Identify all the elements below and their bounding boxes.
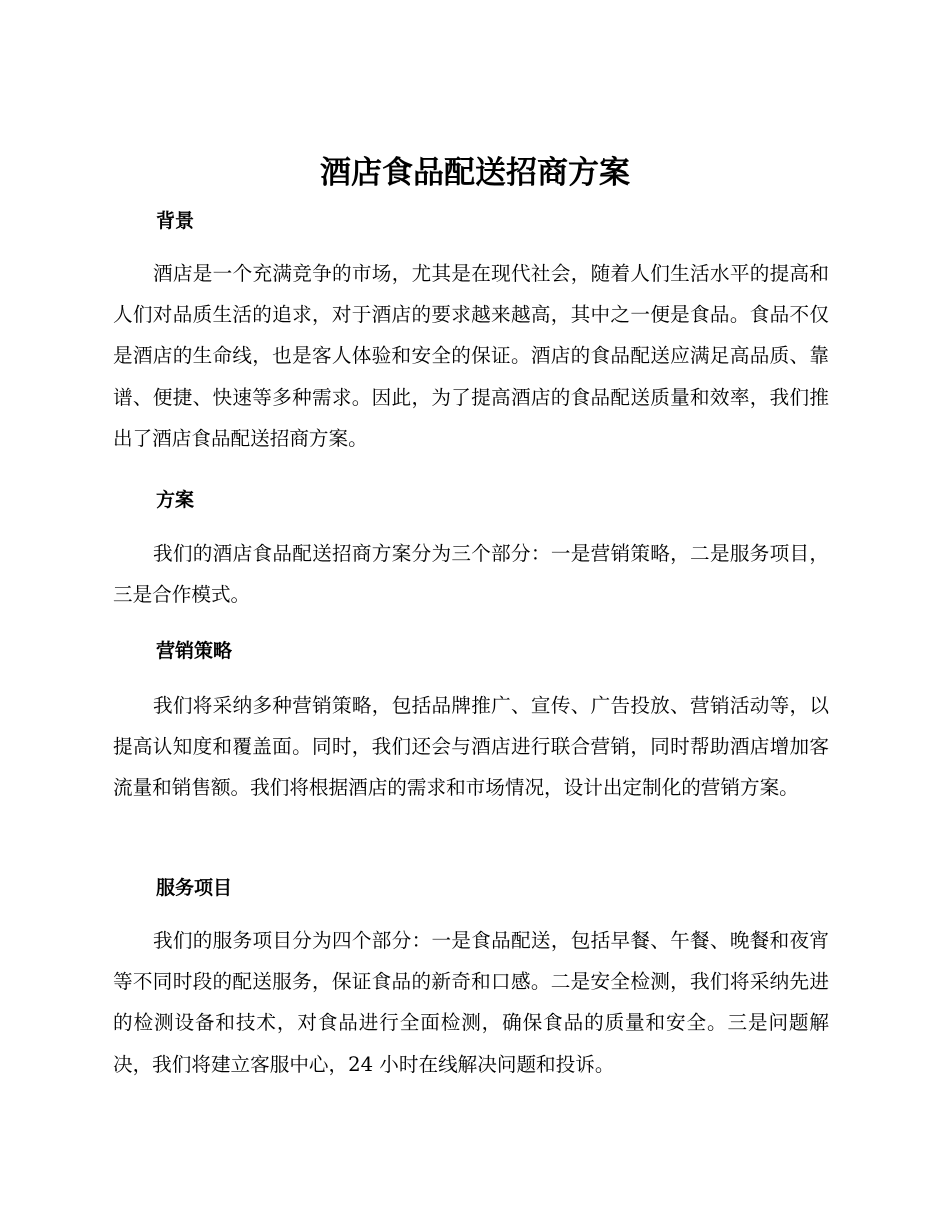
section-heading-services: 服务项目 bbox=[156, 877, 233, 899]
section-heading-marketing: 营销策略 bbox=[156, 640, 233, 662]
section-paragraph-plan: 我们的酒店食品配送招商方案分为三个部分：一是营销策略，二是服务项目，三是合作模式。 bbox=[113, 542, 829, 607]
section-heading-plan: 方案 bbox=[156, 489, 195, 511]
section-heading-background: 背景 bbox=[156, 210, 195, 232]
section-paragraph-marketing: 我们将采纳多种营销策略，包括品牌推广、宣传、广告投放、营销活动等，以提高认知度和覆盖面。同时，我们还会与酒店进行联合营销，同时帮助酒店增加客流量和销售额。我们将根据酒店的需求和市场情况，设计出定制化的营销方案。 bbox=[113, 694, 829, 800]
section-paragraph-services: 我们的服务项目分为四个部分：一是食品配送，包括早餐、午餐、晚餐和夜宵等不同时段的配送服务，保证食品的新奇和口感。二是安全检测，我们将采纳先进的检测设备和技术，对食品进行全面检测，确保食品的质量和安全。三是问题解决，我们将建立客服中心，24 小时在线解决问题和投诉。 bbox=[113, 929, 829, 1076]
document-title: 酒店食品配送招商方案 bbox=[320, 155, 630, 191]
section-paragraph-background: 酒店是一个充满竞争的市场，尤其是在现代社会，随着人们生活水平的提高和人们对品质生活的追求，对于酒店的要求越来越高，其中之一便是食品。食品不仅是酒店的生命线，也是客人体验和安全的保证。酒店的食品配送应满足高品质、靠谱、便捷、快速等多种需求。因此，为了提高酒店的食品配送质量和效率，我们推出了酒店食品配送招商方案。 bbox=[113, 262, 829, 450]
